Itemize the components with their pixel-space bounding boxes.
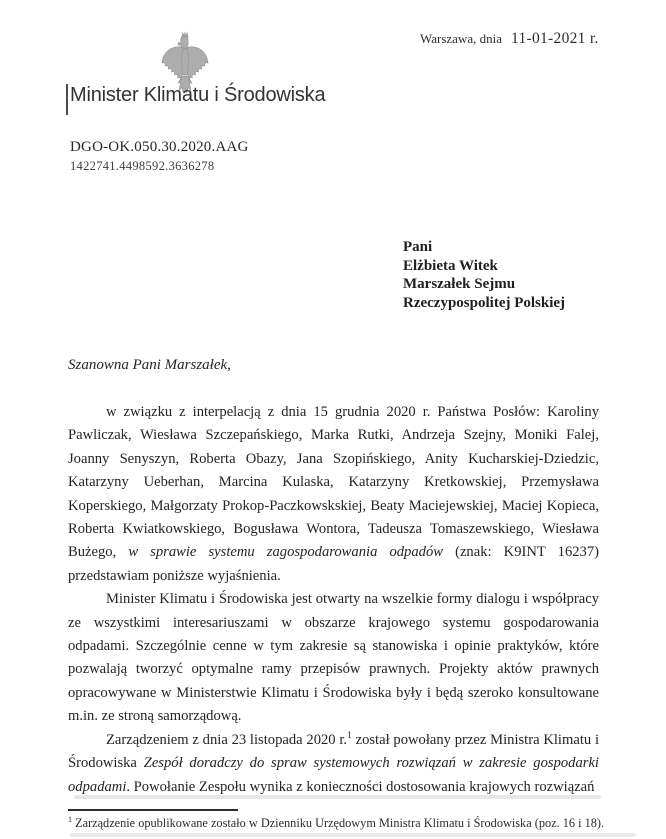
footnote-text: Zarządzenie opublikowane zostało w Dzienniku Urzędowym Ministra Klimatu i Środowiska (poz. 16 i 18).: [72, 816, 605, 830]
letter-body: [68, 401, 599, 799]
recipient-line: Marszałek Sejmu: [403, 276, 516, 292]
scan-smudge-artifact: [74, 795, 601, 799]
paragraph-segment: . Powołanie Zespołu wynika z konieczności dostosowania krajowych rozwiązań: [126, 778, 595, 795]
footnote-separator: [68, 809, 238, 811]
date-city-prefix: Warszawa, dnia: [420, 31, 502, 46]
date-value: 11-01-2021 r.: [510, 30, 599, 47]
paragraph-segment: Zespół doradczy do spraw systemowych rozwiązań w zakresie gospodarki odpadami: [68, 755, 599, 795]
date-line: [420, 30, 599, 48]
scan-caret-artifact: [66, 84, 68, 115]
body-paragraph: [68, 588, 599, 728]
paragraph-segment: Zarządzeniem z dnia 23 listopada 2020 r.: [106, 731, 348, 748]
recipient-line: Elżbieta Witek: [403, 257, 498, 274]
paragraph-segment: w sprawie systemu zagospodarowania odpadów: [128, 544, 443, 561]
recipient-line: Pani: [403, 239, 433, 255]
salutation: Szanowna Pani Marszałek,: [68, 357, 231, 373]
reference-number: DGO-OK.050.30.2020.AAG: [70, 139, 249, 155]
document-id: 1422741.4498592.3636278: [70, 159, 215, 173]
paragraph-segment: 1: [347, 730, 352, 741]
scan-smudge-artifact: [70, 833, 636, 837]
body-paragraph: [68, 729, 599, 799]
paragraph-segment: (znak: K9INT 16237) przedstawiam poniższe wyjaśnienia.: [68, 544, 599, 584]
footnote-marker: 1: [68, 814, 72, 824]
paragraph-segment: Minister Klimatu i Środowiska jest otwarty na wszelkie formy dialogu i współpracy ze wszystkimi interesariuszami w obszarze krajowego systemu gospodarowania odpadami. Szczególnie cenne w tym zakresie są stanowiska i opinie praktyków, które pozwalają tworzyć optymalne ramy przepisów prawnych. Projekty aktów prawnych opracowywane w Ministerstwie Klimatu i Środowiska były i będą szeroko konsultowane m.in. ze stroną samorządową.: [68, 591, 599, 725]
sender-title: Minister Klimatu i Środowiska: [70, 84, 326, 106]
recipient-line: Rzeczypospolitej Polskiej: [403, 294, 566, 311]
footnote: [68, 816, 660, 831]
recipient-block: [403, 238, 565, 312]
body-paragraph: [68, 401, 599, 588]
paragraph-segment: w związku z interpelacją z dnia 15 grudnia 2020 r. Państwa Posłów: Karoliny Pawliczak, Wiesława Szczepańskiego, Marka Rutki, Andrzeja Szejny, Moniki Falej, Joanny Senyszyn, Roberta Obazy, Jana Szopińskiego, Anity Kucharskiej-Dziedzic, Katarzyny Ueberhan, Marcina Kulaska, Katarzyny Kretkowskiej, Przemysława Koperskiego, Małgorzaty Prokop-Paczkowskskiej, Beaty Maciejewskiej, Maciej Kopieca, Roberta Kwiatkowskiego, Bogusława Wontora, Tadeusza Tomaszewskiego, Wiesława Bużego,: [68, 404, 599, 561]
paragraph-segment: został powołany przez Ministra Klimatu i Środowiska: [68, 731, 599, 772]
